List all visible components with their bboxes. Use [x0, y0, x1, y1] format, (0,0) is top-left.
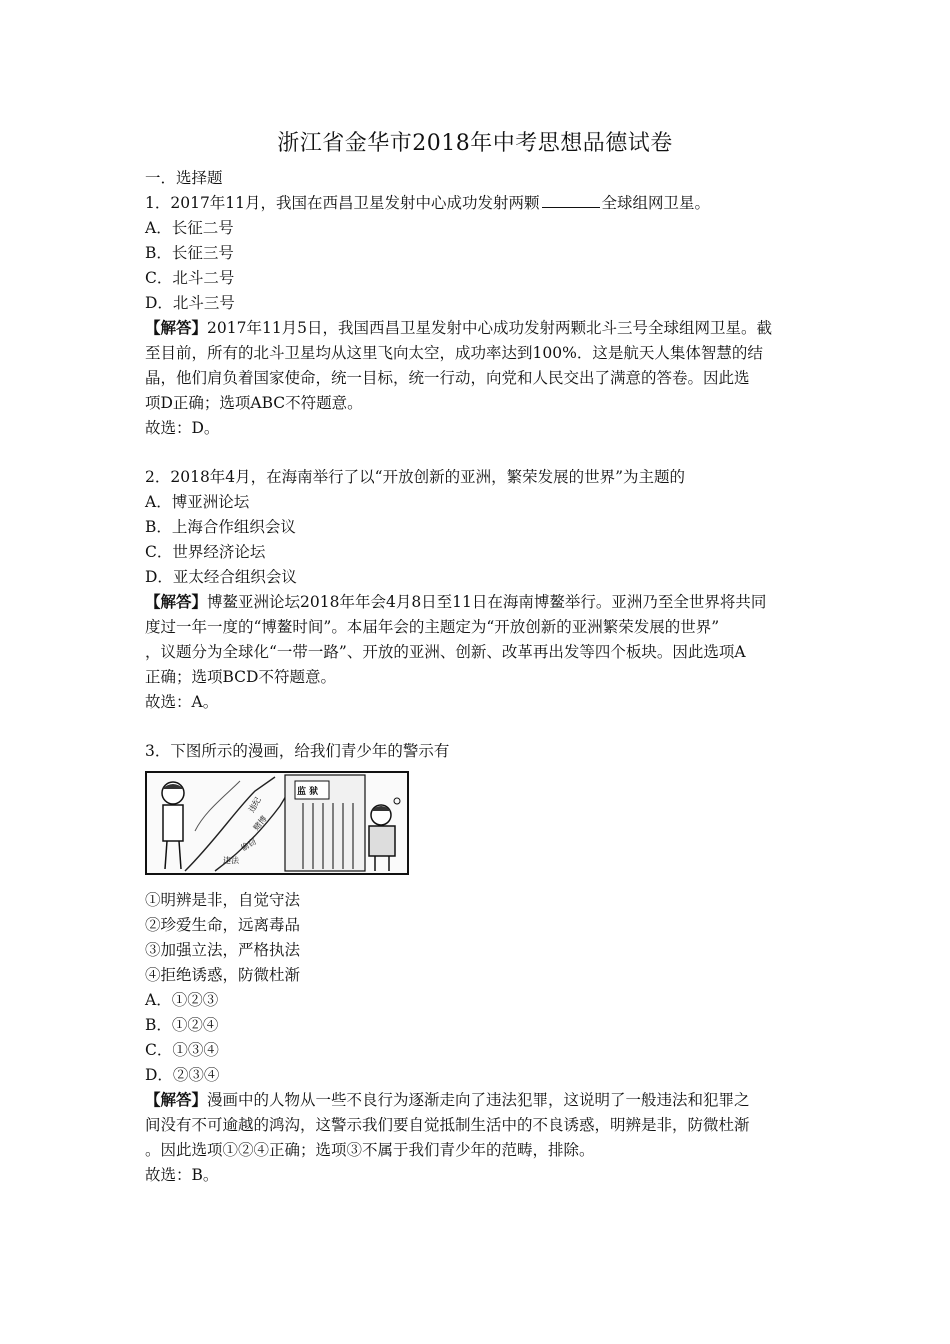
answer-text: 漫画中的人物从一些不良行为逐渐走向了违法犯罪，这说明了一般违法和犯罪之: [207, 1091, 750, 1109]
path-word: 赌博: [251, 814, 269, 833]
answer-tag: 【解答】: [145, 1090, 208, 1109]
question-2-option-a: A．博亚洲论坛: [145, 493, 250, 511]
question-3-stem: 3．下图所示的漫画，给我们青少年的警示有: [145, 742, 450, 760]
question-1-stem-end: 全球组网卫星。: [601, 194, 711, 212]
question-2-choice: 故选：A。: [145, 693, 219, 711]
question-3-statement: ①明辨是非，自觉守法: [145, 891, 301, 909]
section-heading: 一．选择题: [145, 169, 223, 187]
question-2-option-c: C．世界经济论坛: [145, 543, 266, 561]
question-3-answer-line: 间没有不可逾越的鸿沟，这警示我们要自觉抵制生活中的不良诱惑，明辨是非，防微杜渐: [145, 1116, 750, 1134]
question-1-stem-start: 1．2017年11月，我国在西昌卫星发射中心成功发射两颗: [145, 194, 540, 212]
question-3-statement: ②珍爱生命，远离毒品: [145, 916, 301, 934]
question-1-option-d: D．北斗三号: [145, 294, 235, 312]
question-3-option-c: C．①③④: [145, 1041, 219, 1059]
question-1-option-c: C．北斗二号: [145, 269, 235, 287]
answer-tag: 【解答】: [145, 592, 208, 611]
question-2-answer-line: ，议题分为全球化“一带一路”、开放的亚洲、创新、改革再出发等四个板块。因此选项A: [145, 643, 746, 661]
question-2-answer-line: [145, 592, 766, 612]
question-3-statement: ④拒绝诱惑，防微杜渐: [145, 966, 301, 984]
question-2-answer-line: 度过一年一度的“博鳌时间”。本届年会的主题定为“开放创新的亚洲繁荣发展的世界”: [145, 618, 720, 636]
page-title: 浙江省金华市2018年中考思想品德试卷: [277, 131, 673, 156]
path-word: 偷窃: [239, 836, 258, 853]
path-word: 违法: [223, 856, 239, 865]
question-3-choice: 故选：B。: [145, 1166, 219, 1184]
question-3-answer-line: [145, 1090, 750, 1110]
question-1-answer-line: 至目前，所有的北斗卫星均从这里飞向太空，成功率达到100%．这是航天人集体智慧的结: [145, 344, 763, 362]
question-1-option-b: B．长征三号: [145, 244, 234, 262]
question-1-stem: [145, 193, 710, 213]
question-1-answer-line: 晶，他们肩负着国家使命，统一目标，统一行动，向党和人民交出了满意的答卷。因此选: [145, 369, 750, 387]
question-2-option-d: D．亚太经合组织会议: [145, 568, 297, 586]
question-1-choice: 故选：D。: [145, 419, 220, 437]
question-3-answer-line: 。因此选项①②④正确；选项③不属于我们青少年的范畴，排除。: [145, 1141, 595, 1159]
cartoon-image: [145, 771, 409, 875]
question-1-option-a: A．长征二号: [145, 219, 234, 237]
question-3-option-b: B．①②④: [145, 1016, 219, 1034]
answer-text: 2017年11月5日，我国西昌卫星发射中心成功发射两颗北斗三号全球组网卫星。截: [207, 319, 773, 337]
question-3-option-d: D．②③④: [145, 1066, 220, 1084]
question-3-statement: ③加强立法，严格执法: [145, 941, 301, 959]
question-2-option-b: B．上海合作组织会议: [145, 518, 296, 536]
question-2-answer-line: 正确；选项BCD不符题意。: [145, 668, 336, 686]
question-2-stem: 2．2018年4月，在海南举行了以“开放创新的亚洲，繁荣发展的世界”为主题的: [145, 468, 686, 486]
prison-sign: 监 狱: [297, 787, 319, 797]
answer-tag: 【解答】: [145, 318, 208, 337]
question-3-option-a: A．①②③: [145, 991, 219, 1009]
answer-blank: [542, 193, 600, 208]
question-1-answer-line: [145, 318, 772, 338]
answer-text: 博鳌亚洲论坛2018年年会4月8日至11日在海南博鳌举行。亚洲乃至全世界将共同: [207, 593, 767, 611]
question-1-answer-line: 项D正确；选项ABC不符题意。: [145, 394, 363, 412]
path-word: 违纪: [246, 795, 263, 814]
